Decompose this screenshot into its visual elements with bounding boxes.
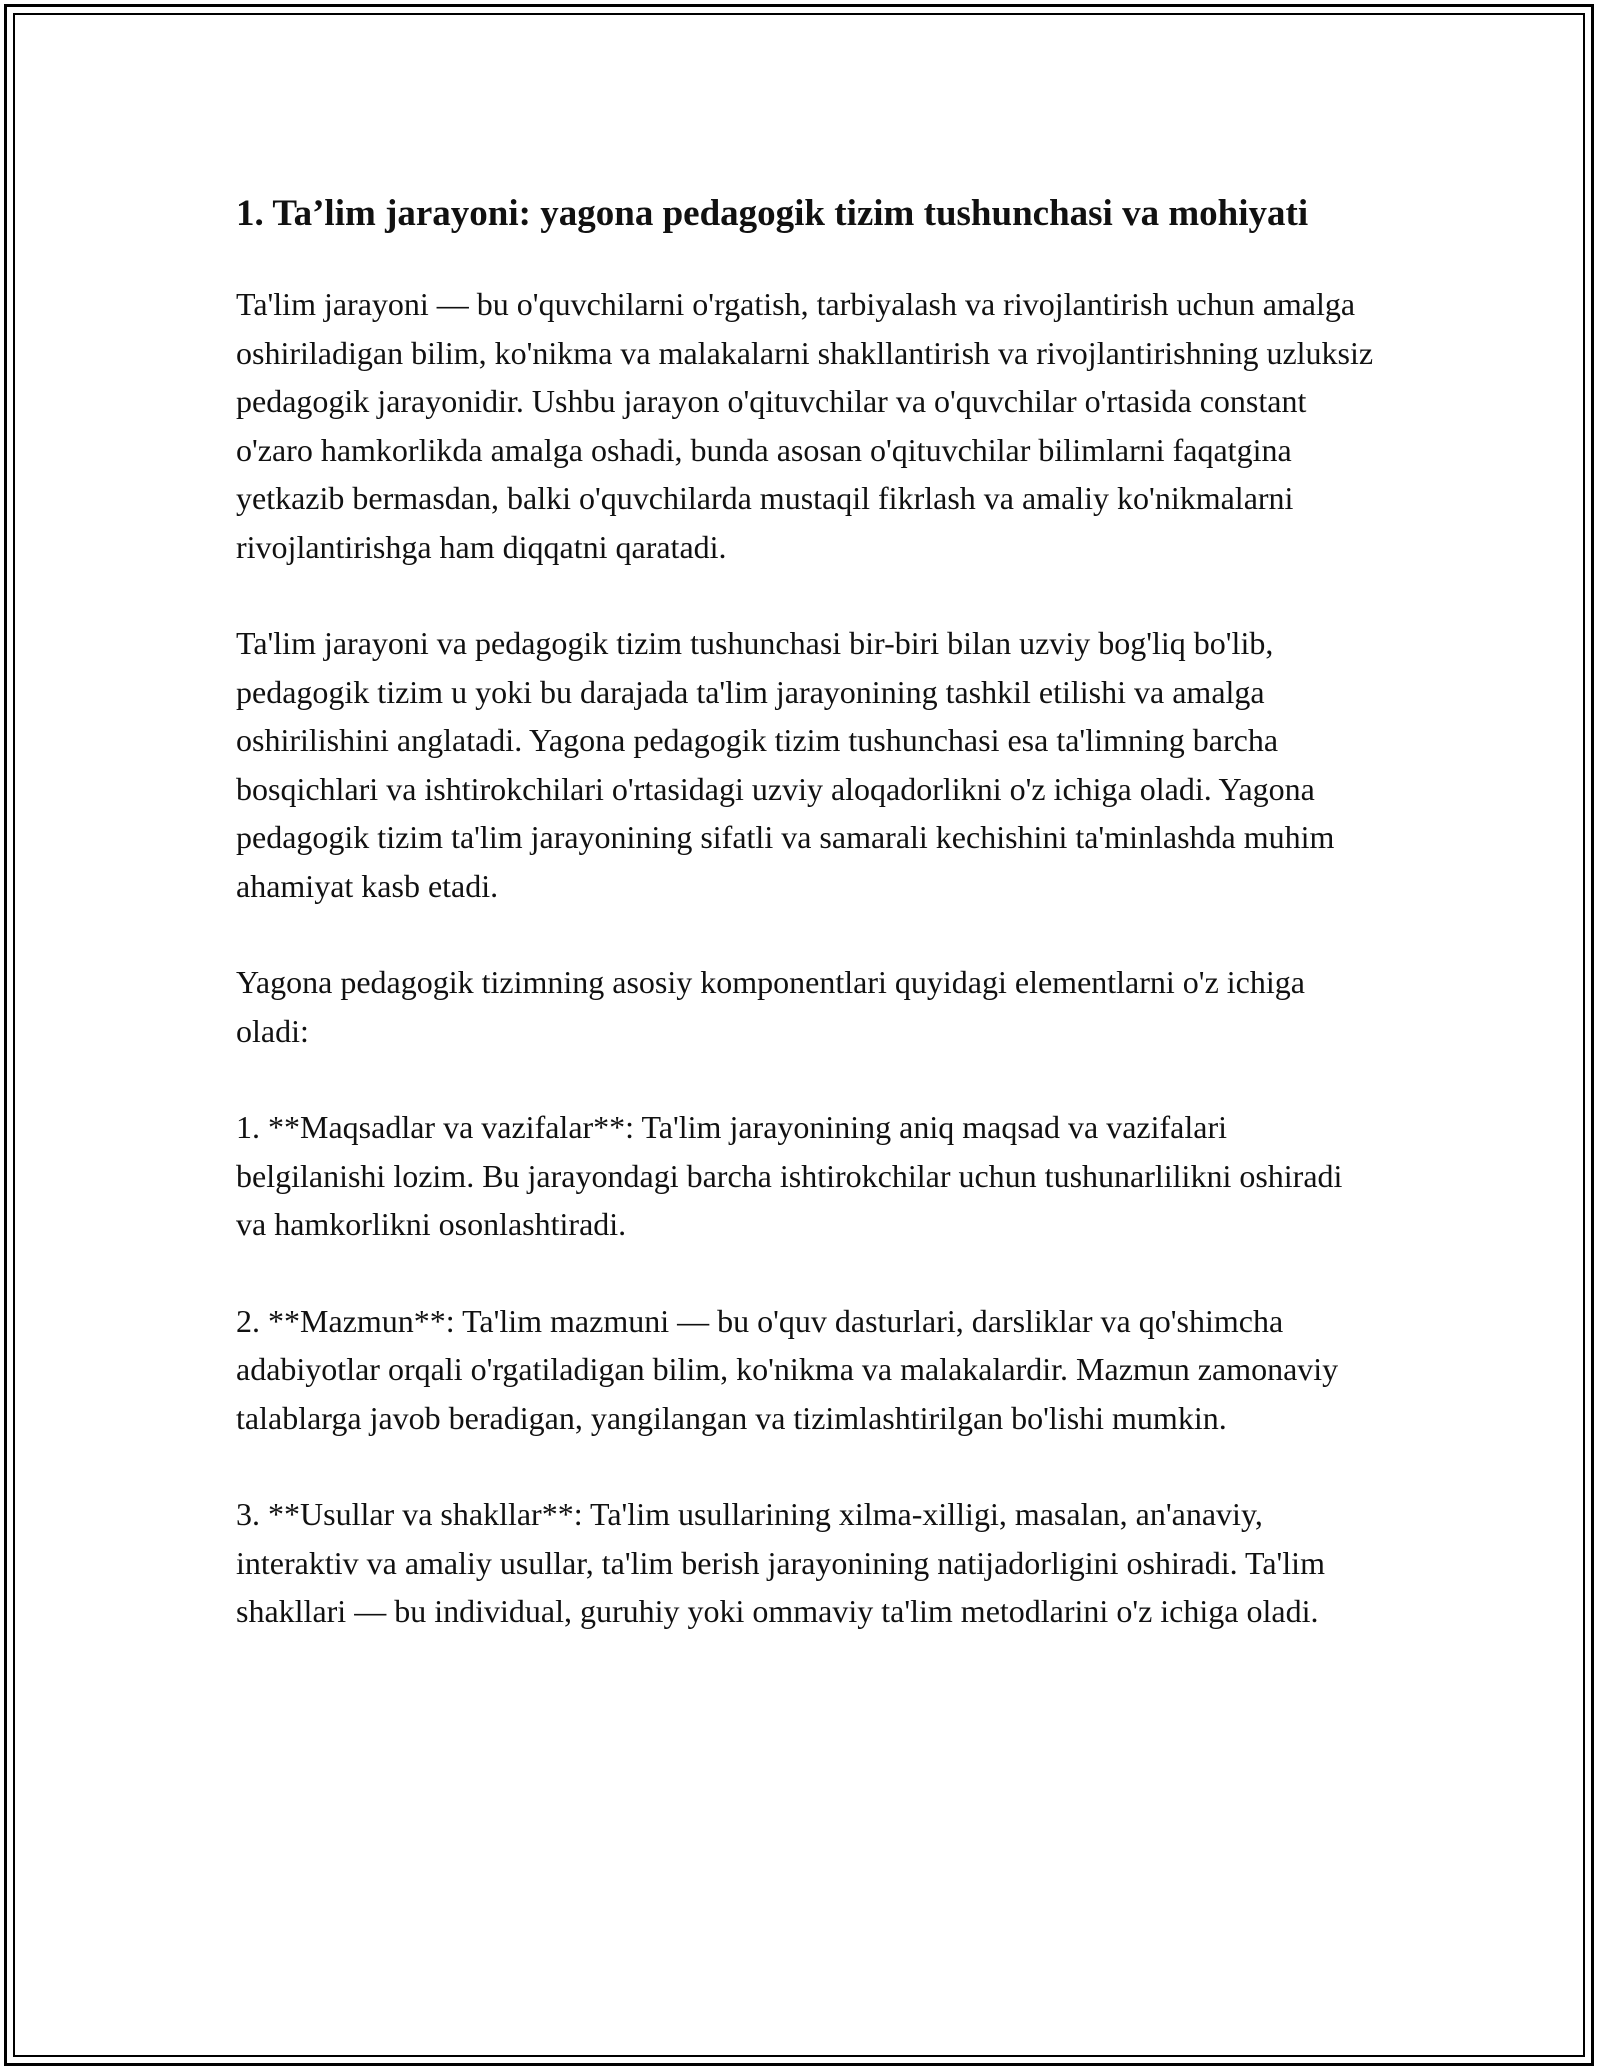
list-item-methods: 3. **Usullar va shakllar**: Ta'lim usullarining xilma-xilligi, masalan, an'anaviy, interaktiv va amaliy usullar, ta'lim berish jarayonining natijadorligini oshiradi. Ta'lim shakllari — bu individual, guruhiy yoki ommaviy ta'lim metodlarini o'z ichiga oladi.: [236, 1496, 1325, 1629]
section-heading: 1. Ta’lim jarayoni: yagona pedagogik tizim tushunchasi va mohiyati: [236, 193, 1309, 234]
list-item-content: 2. **Mazmun**: Ta'lim mazmuni — bu o'quv dasturlari, darsliklar va qo'shimcha adabiyotlar orqali o'rgatiladigan bilim, ko'nikma va malakalardir. Mazmun zamonaviy talablarga javob beradigan, yangilangan va tizimlashtirilgan bo'lishi mumkin.: [236, 1302, 1339, 1436]
paragraph-components-intro: Yagona pedagogik tizimning asosiy komponentlari quyidagi elementlarni o'z ichiga oladi:: [236, 964, 1305, 1049]
document-body: [236, 186, 1376, 1684]
list-item-goals: 1. **Maqsadlar va vazifalar**: Ta'lim jarayonining aniq maqsad va vazifalari belgilanishi lozim. Bu jarayondagi barcha ishtirokchilar uchun tushunarlilikni oshiradi va hamkorlikni osonlashtiradi.: [236, 1109, 1343, 1242]
paragraph-system-concept: Ta'lim jarayoni va pedagogik tizim tushunchasi bir-biri bilan uzviy bog'liq bo'lib, pedagogik tizim u yoki bu darajada ta'lim jarayonining tashkil etilishi va amalga oshirilishini anglatadi. Yagona pedagogik tizim tushunchasi esa ta'limning barcha bosqichlari va ishtirokchilari o'rtasidagi uzviy aloqadorlikni o'z ichiga oladi. Yagona pedagogik tizim ta'lim jarayonining sifatli va samarali kechishini ta'minlashda muhim ahamiyat kasb etadi.: [236, 625, 1335, 904]
paragraph-intro: Ta'lim jarayoni — bu o'quvchilarni o'rgatish, tarbiyalash va rivojlantirish uchun amalga oshiriladigan bilim, ko'nikma va malakalarni shakllantirish va rivojlantirishning uzluksiz pedagogik jarayonidir. Ushbu jarayon o'qituvchilar va o'quvchilar o'rtasida constant o'zaro hamkorlikda amalga oshadi, bunda asosan o'qituvchilar bilimlarni faqatgina yetkazib bermasdan, balki o'quvchilarda mustaqil fikrlash va amaliy ko'nikmalarni rivojlantirishga ham diqqatni qaratadi.: [236, 286, 1374, 565]
